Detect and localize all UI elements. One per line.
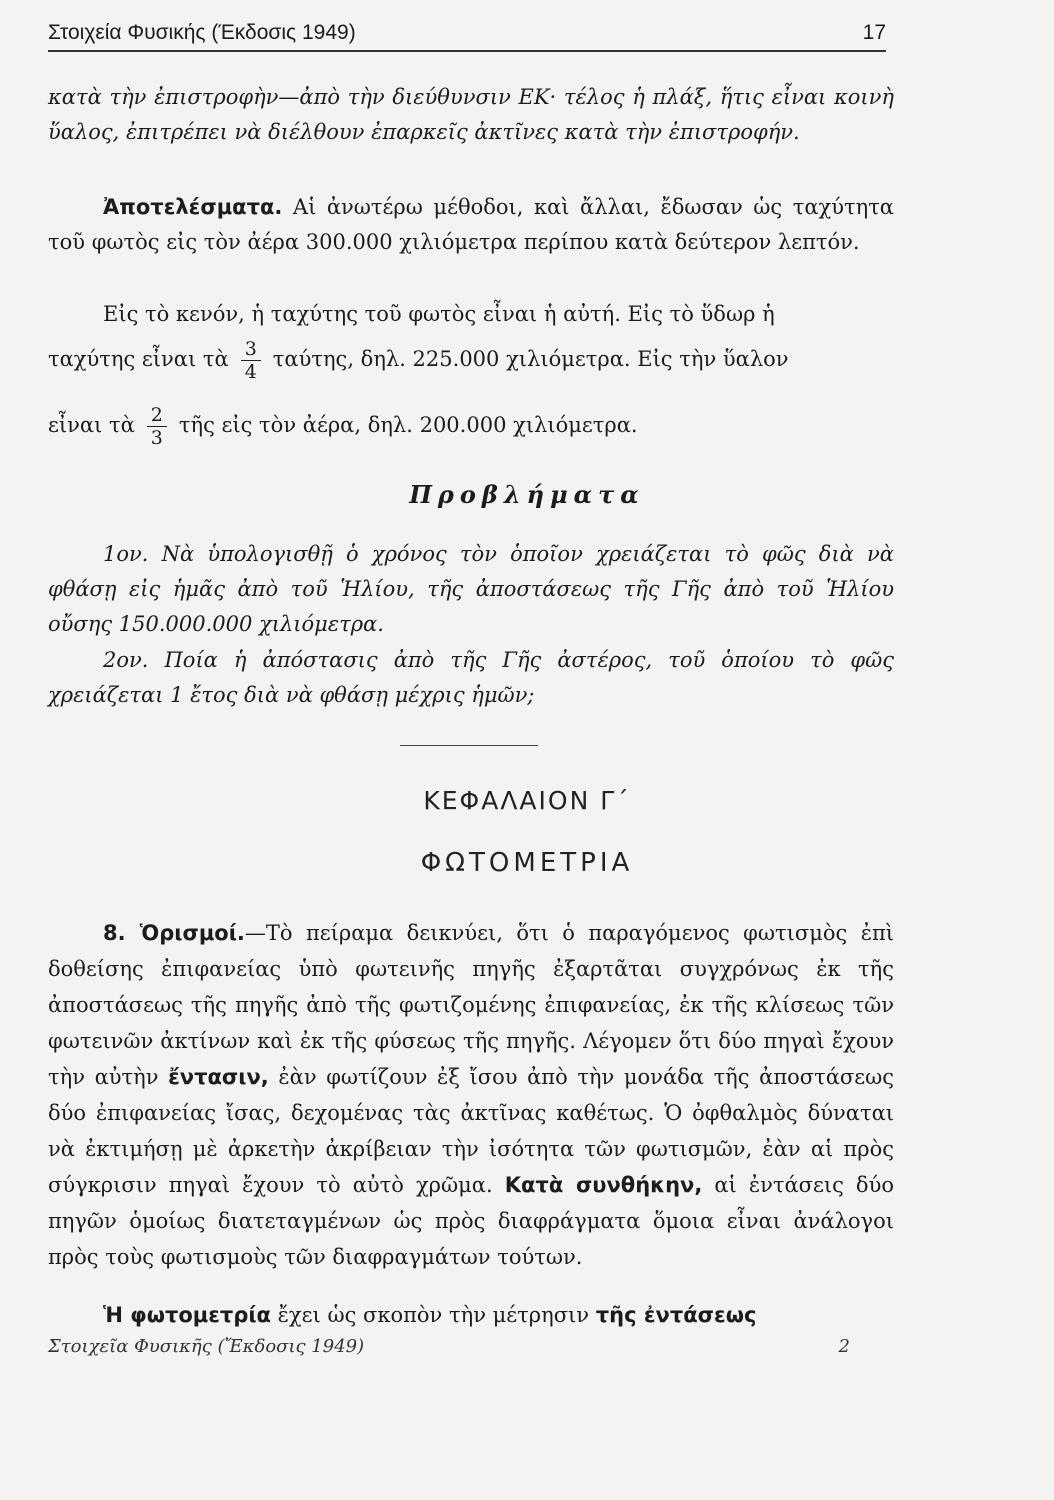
- definitions-paragraph: [48, 915, 894, 1275]
- water-fraction-denominator: 4: [244, 361, 257, 383]
- water-fraction: [241, 338, 261, 383]
- chapter-label: ΚΕΦΑΛΑΙΟΝ Γ΄: [423, 786, 631, 815]
- definitions-text-3: αἱ ἐντάσεις δύο πηγῶν ὁμοίως διατεταγμένων ὡς πρὸς διαφράγματα ὅμοια εἶναι ἀνάλογοι πρὸς τοὺς φωτισμοὺς τῶν διαφραγμάτων τούτων.: [48, 1173, 894, 1269]
- glass-text-before: εἶναι τὰ: [48, 413, 135, 437]
- definitions-text-2: ἐὰν φωτίζουν ἐξ ἴσου ἀπὸ τὴν μονάδα τῆς ἀποστάσεως δύο ἐπιφανείας ἴσας, δεχομένας τὰς ἀκτῖνας καθέτως. Ὁ ὀφθαλμὸς δύναται νὰ ἐκτιμήσῃ μὲ ἀρκετὴν ἀκρίβειαν τὴν ἰσότητα τῶν φωτισμῶν, ἐὰν αἱ πρὸς σύγκρισιν πηγαὶ ἔχουν τὸ αὐτὸ χρῶμα.: [48, 1065, 894, 1197]
- water-fraction-numerator: 3: [241, 338, 261, 361]
- signature-mark: 2: [838, 1336, 850, 1357]
- glass-line: [48, 400, 894, 450]
- results-text: Αἱ ἀνωτέρω μέθοδοι, καὶ ἄλλαι, ἔδωσαν ὡς ταχύτητα τοῦ φωτὸς εἰς τὸν ἀέρα 300.000 χιλιόμετρα περίπου κατὰ δεύτερον λεπτόν.: [48, 195, 894, 254]
- term-intensity-end: τῆς ἐντάσεως: [595, 1303, 757, 1327]
- water-line: [48, 334, 894, 384]
- glass-fraction-denominator: 3: [150, 427, 163, 449]
- intro-paragraph: κατὰ τὴν ἐπιστροφὴν—ἀπὸ τὴν διεύθυνσιν ΕΚ· τέλος ἡ πλάξ, ἥτις εἶναι κοινὴ ὕαλος, ἐπιτρέπει νὰ διέλθουν ἐπαρκεῖς ἀκτῖνες κατὰ τὴν ἐπιστροφήν.: [48, 85, 894, 144]
- term-intensity: ἔντασιν,: [168, 1065, 269, 1089]
- definitions-heading: 8. Ὁρισμοί.: [103, 921, 245, 945]
- results-paragraph: [48, 190, 894, 260]
- photometry-text: ἔχει ὡς σκοπὸν τὴν μέτρησιν: [270, 1303, 596, 1327]
- page-number: 17: [862, 21, 886, 44]
- definitions-text-1: —Τὸ πείραμα δεικνύει, ὅτι ὁ παραγόμενος φωτισμὸς ἐπὶ δοθείσης ἐπιφανείας ὑπὸ φωτεινῆς πηγῆς ἐξαρτᾶται συγχρόνως ἐκ τῆς ἀποστάσεως τῆς πηγῆς ἀπὸ τῆς φωτιζομένης ἐπιφανείας, ἐκ τῆς κλίσεως τῶν φωτεινῶν ἀκτίνων καὶ ἐκ τῆς φύσεως τῆς πηγῆς. Λέγομεν ὅτι δύο πηγαὶ ἔχουν τὴν αὐτὴν: [48, 921, 894, 1089]
- term-photometry: Ἡ φωτομετρία: [103, 1303, 271, 1327]
- term-convention: Κατὰ συνθήκην,: [504, 1173, 703, 1197]
- photometry-paragraph: [48, 1298, 894, 1333]
- glass-text-after: τῆς εἰς τὸν ἀέρα, δηλ. 200.000 χιλιόμετρα.: [178, 413, 638, 437]
- water-text-after: ταύτης, δηλ. 225.000 χιλιόμετρα. Εἰς τὴν ὕαλον: [272, 347, 789, 371]
- problem-1: 1ον. Νὰ ὑπολογισθῇ ὁ χρόνος τὸν ὁποῖον χρειάζεται τὸ φῶς διὰ νὰ φθάσῃ εἰς ἡμᾶς ἀπὸ τοῦ Ἡλίου, τῆς ἀποστάσεως τῆς Γῆς ἀπὸ τοῦ Ἡλίου οὔσης 150.000.000 χιλιόμετρα.: [48, 542, 894, 636]
- header-title: Στοιχεία Φυσικής (Έκδοσις 1949): [48, 21, 356, 44]
- page-footer: [48, 1336, 850, 1357]
- vacuum-line: Εἰς τὸ κενόν, ἡ ταχύτης τοῦ φωτὸς εἶναι ἡ αὐτή. Εἰς τὸ ὕδωρ ἡ: [103, 302, 775, 326]
- glass-fraction: [147, 404, 167, 449]
- glass-fraction-numerator: 2: [147, 404, 167, 427]
- footer-title: Στοιχεῖα Φυσικῆς (Ἔκδοσις 1949): [48, 1336, 365, 1357]
- running-header: [48, 18, 886, 52]
- problem-2: 2ον. Ποία ἡ ἀπόστασις ἀπὸ τῆς Γῆς ἀστέρος, τοῦ ὁποίου τὸ φῶς χρειάζεται 1 ἔτος διὰ νὰ φθάσῃ μέχρις ἡμῶν;: [48, 648, 894, 707]
- water-text-before: ταχύτης εἶναι τὰ: [48, 347, 229, 371]
- chapter-title: ΦΩΤΟΜΕΤΡΙΑ: [420, 848, 634, 878]
- section-divider: [400, 745, 538, 746]
- problems-title: Προβλήματα: [409, 480, 645, 509]
- results-heading: Ἀποτελέσματα.: [103, 195, 283, 219]
